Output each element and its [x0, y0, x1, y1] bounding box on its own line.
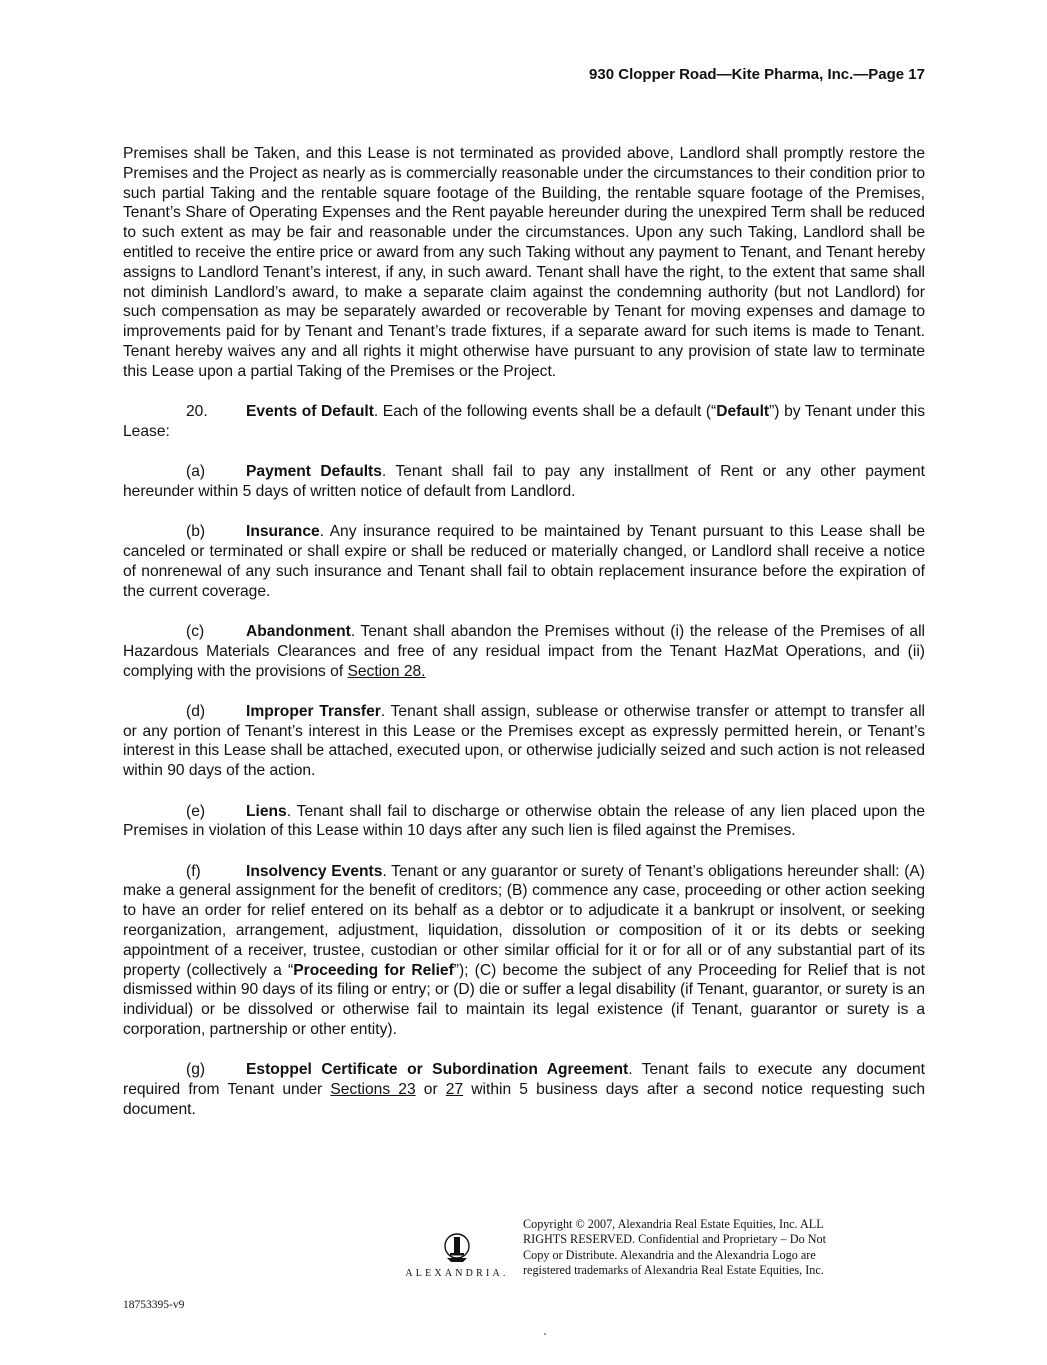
section-number: 20.	[186, 403, 208, 421]
item-title: Abandonment	[246, 622, 351, 640]
item-label: (g)	[186, 1061, 206, 1079]
item-label: (a)	[186, 463, 206, 481]
item-c: (c) Abandonment. Tenant shall abandon the Premises without (i) the release of the Premises of all Hazardous Materials Clearances and free of any residual impact from the Tenant HazMat Operations, and (ii) complying with the provisions of Section 28.	[123, 622, 925, 680]
item-title: Improper Transfer	[246, 702, 381, 720]
section-title: Events of Default	[246, 403, 374, 421]
item-b: (b) Insurance. Any insurance required to be maintained by Tenant pursuant to this Lease shall be canceled or terminated or shall expire or shall be reduced or materially changed, or Landlord shall receive a notice of nonrenewal of any such insurance and Tenant shall fail to obtain replacement insurance before the expiration of the current coverage.	[123, 523, 925, 600]
logo-wordmark: ALEXANDRIA.	[405, 1268, 509, 1279]
intro-paragraph: Premises shall be Taken, and this Lease is not terminated as provided above, Landlord shall promptly restore the Premises and the Project as nearly as is commercially reasonable under the circumstances to their condition prior to such partial Taking and the rentable square footage of the Building, the rentable square footage of the Premises, Tenant’s Share of Operating Expenses and the Rent payable hereunder during the unexpired Term shall be reduced to such extent as may be fair and reasonable under the circumstances. Upon any such Taking, Landlord shall be entitled to receive the entire price or award from any such Taking without any payment to Tenant, and Tenant hereby assigns to Landlord Tenant’s interest, if any, in such award. Tenant shall have the right, to the extent that same shall not diminish Landlord’s award, to make a separate claim against the condemning authority (but not Landlord) for such compensation as may be separately awarded or recoverable by Tenant for moving expenses and damage to improvements paid for by Tenant and Tenant’s trade fixtures, if a separate award for such items is made to Tenant. Tenant hereby waives any and all rights it might otherwise have pursuant to any provision of state law to terminate this Lease upon a partial Taking of the Premises or the Project.	[123, 145, 925, 380]
copyright-notice: Copyright © 2007, Alexandria Real Estate Equities, Inc. ALL RIGHTS RESERVED. Confidential and Proprietary – Do Not Copy or Distribute. Alexandria and the Alexandria Logo are registered trademarks of Alexandria Real Estate Equities, Inc.	[523, 1217, 827, 1277]
item-label: (c)	[186, 622, 205, 640]
item-label: (f)	[186, 862, 201, 880]
item-label: (b)	[186, 523, 206, 541]
section-reference: Section 28.	[347, 662, 426, 680]
item-a: (a) Payment Defaults. Tenant shall fail to pay any installment of Rent or any other payment hereunder within 5 days of written notice of default from Landlord.	[123, 463, 925, 500]
section-reference: Sections 23	[330, 1081, 416, 1099]
alexandria-emblem-icon	[441, 1231, 473, 1265]
item-title: Estoppel Certificate or Subordination Agreement	[246, 1061, 629, 1079]
item-label: (e)	[186, 802, 206, 820]
item-g: (g) Estoppel Certificate or Subordination Agreement. Tenant fails to execute any document required from Tenant under Sections 23 or 27 within 5 business days after a second notice requesting such document.	[123, 1061, 925, 1118]
item-f: (f) Insolvency Events. Tenant or any guarantor or surety of Tenant’s obligations hereunder shall: (A) make a general assignment for the benefit of creditors; (B) commence any case, proceeding or other action seeking to have an order for relief entered on its behalf as a debtor or to adjudicate it a bankrupt or insolvent, or seeking reorganization, arrangement, adjustment, liquidation, dissolution or composition of it or its debts or seeking appointment of a receiver, trustee, custodian or other similar official for it or for all or of any substantial part of its property (collectively a “Proceeding for Relief”); (C) become the subject of any Proceeding for Relief that is not dismissed within 90 days of its filing or entry; or (D) die or suffer a legal disability (if Tenant, guarantor, or surety is an individual) or be dissolved or otherwise fail to maintain its legal existence (if Tenant, guarantor or surety is a corporation, partnership or other entity).	[123, 862, 926, 1038]
alexandria-logo	[402, 1231, 512, 1279]
defined-term: Proceeding for Relief	[293, 961, 454, 979]
page-header: 930 Clopper Road—Kite Pharma, Inc.—Page 17	[589, 66, 925, 83]
item-title: Payment Defaults	[246, 463, 382, 481]
section-reference: 27	[445, 1081, 464, 1099]
document-body	[123, 144, 925, 1140]
section-20: 20. Events of Default. Each of the following events shall be a default (“Default”) by Tenant under this Lease:	[123, 403, 926, 440]
item-d: (d) Improper Transfer. Tenant shall assign, sublease or otherwise transfer or attempt to transfer all or any portion of Tenant’s interest in this Lease or the Premises except as expressly permitted herein, or Tenant’s interest in this Lease shall be attached, executed upon, or otherwise judicially seized and such action is not released within 90 days of the action.	[123, 702, 925, 780]
scan-artifact	[544, 1333, 546, 1335]
item-e: (e) Liens. Tenant shall fail to discharge or otherwise obtain the release of any lien placed upon the Premises in violation of this Lease within 10 days after any such lien is filed against the Premises.	[123, 802, 925, 840]
document-id: 18753395-v9	[123, 1299, 185, 1311]
item-title: Insurance	[246, 523, 320, 541]
item-title: Liens	[246, 802, 287, 820]
item-title: Insolvency Events	[246, 862, 383, 880]
item-label: (d)	[186, 702, 206, 720]
defined-term: Default	[716, 403, 770, 421]
